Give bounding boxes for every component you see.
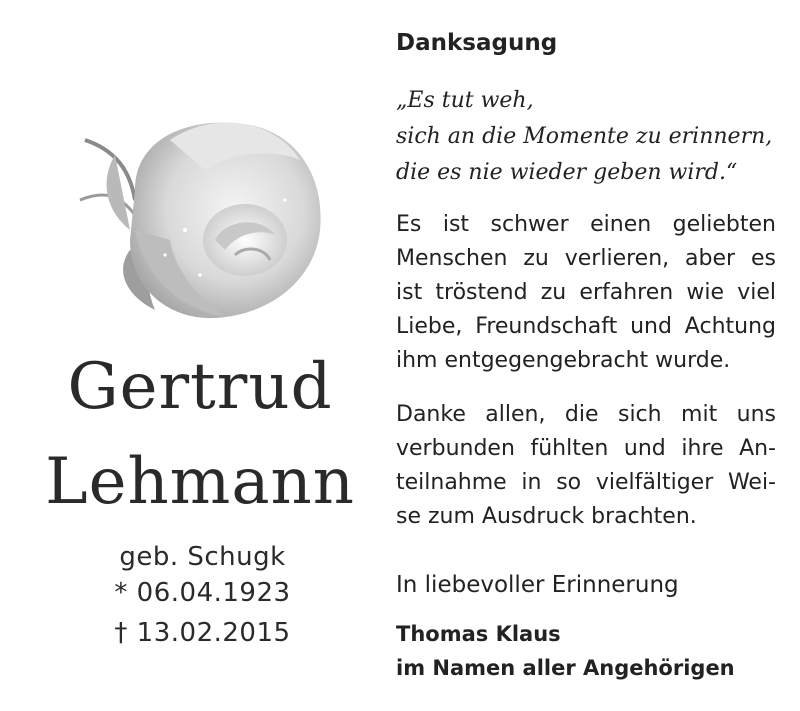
paragraph-line: Danke allen, die sich mit uns bbox=[396, 402, 776, 427]
paragraph-thanks bbox=[396, 208, 776, 378]
paragraph-line: Menschen zu verlieren, aber es bbox=[396, 246, 776, 271]
closing-line: In liebevoller Erinnerung bbox=[396, 572, 679, 598]
birth-date: * 06.04.1923 bbox=[114, 578, 291, 608]
paragraph-line: Liebe, Freundschaft und Achtung bbox=[396, 314, 776, 339]
paragraph-line: teilnahme in so vielfältiger Wei- bbox=[396, 470, 776, 495]
paragraph-line: verbunden fühlten und ihre An- bbox=[396, 436, 776, 461]
first-name: Gertrud bbox=[67, 350, 333, 424]
last-name: Lehmann bbox=[45, 445, 355, 519]
signature-name: Thomas Klaus bbox=[396, 622, 561, 646]
page-title: Danksagung bbox=[396, 30, 558, 56]
quote-line: die es nie wieder geben wird.“ bbox=[396, 160, 738, 185]
paragraph-line: ist tröstend zu erfahren wie viel bbox=[396, 280, 776, 305]
birth-name: geb. Schugk bbox=[119, 542, 286, 572]
quote-line: „Es tut weh, bbox=[396, 88, 534, 113]
paragraph-line: Es ist schwer einen geliebten bbox=[396, 212, 776, 237]
quote bbox=[396, 83, 781, 191]
paragraph-gratitude bbox=[396, 398, 776, 534]
signature-line: im Namen aller Angehörigen bbox=[396, 656, 735, 680]
paragraph-line: se zum Ausdruck brachten. bbox=[396, 504, 697, 529]
quote-line: sich an die Momente zu erinnern, bbox=[396, 124, 773, 149]
paragraph-line: ihm entgegengebracht wurde. bbox=[396, 348, 731, 373]
rose-image bbox=[75, 80, 340, 325]
death-date: † 13.02.2015 bbox=[114, 618, 291, 648]
